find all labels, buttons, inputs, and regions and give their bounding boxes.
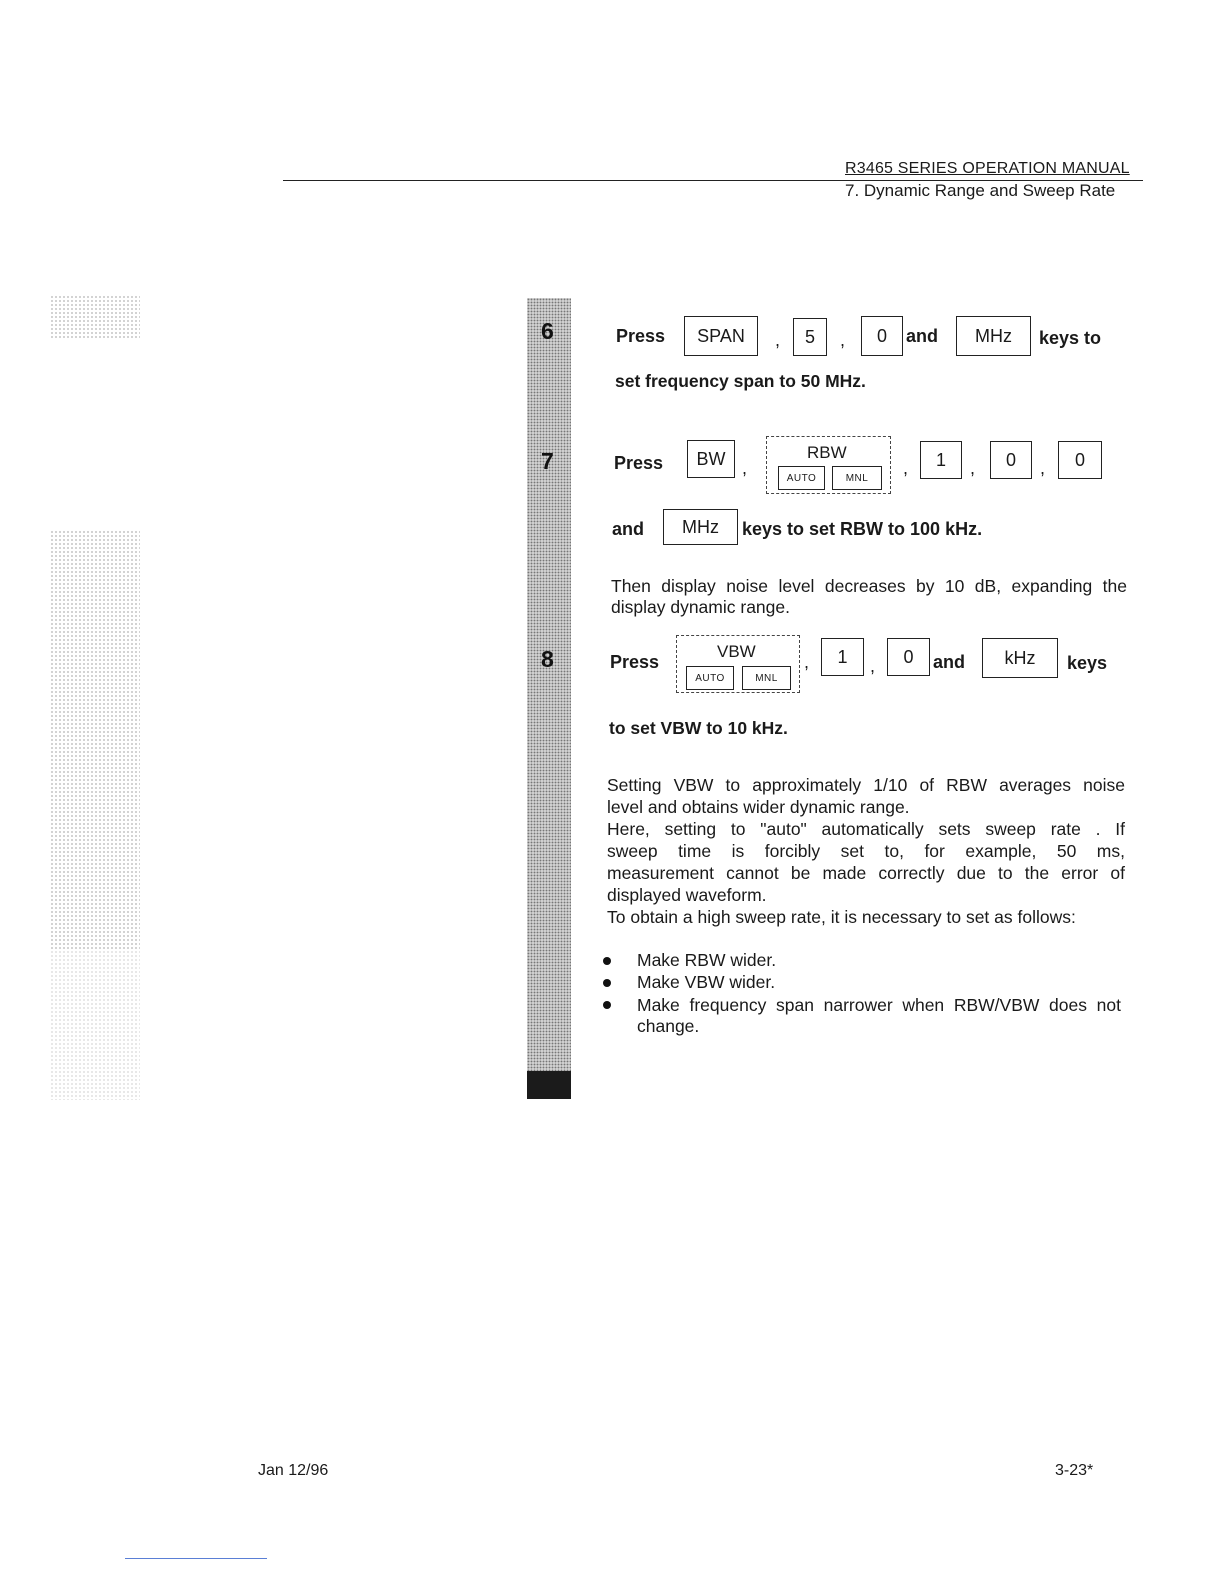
step7-press-label: Press bbox=[614, 453, 664, 473]
separator: , bbox=[742, 458, 748, 478]
separator: , bbox=[840, 330, 846, 350]
span-key: SPAN bbox=[684, 316, 758, 356]
scan-edge-middle bbox=[50, 530, 140, 950]
separator: , bbox=[775, 330, 781, 350]
separator: , bbox=[870, 656, 876, 676]
manual-title: R3465 SERIES OPERATION MANUAL bbox=[845, 160, 1130, 177]
mhz-key: MHz bbox=[663, 509, 738, 545]
step6-keys-to: keys to bbox=[1039, 328, 1102, 348]
digit-1-key: 1 bbox=[821, 638, 864, 676]
and-label: and bbox=[906, 326, 939, 346]
footer-date: Jan 12/96 bbox=[258, 1462, 329, 1479]
bullet-item: Make frequency span narrower when RBW/VBW does not bbox=[637, 995, 1121, 1015]
body-line: sweep time is forcibly set to, for example, 50 ms, bbox=[607, 841, 1125, 861]
step6-press-label: Press bbox=[616, 326, 666, 346]
step8-press-label: Press bbox=[610, 652, 660, 672]
body-line: To obtain a high sweep rate, it is necessary to set as follows: bbox=[607, 907, 1076, 927]
vbw-mnl-softkey: MNL bbox=[742, 666, 791, 690]
section-title: 7. Dynamic Range and Sweep Rate bbox=[845, 181, 1116, 200]
scan-edge-lower bbox=[50, 950, 140, 1100]
digit-1-key: 1 bbox=[920, 441, 962, 479]
vbw-softkey-title: VBW bbox=[717, 642, 756, 661]
bullet-item: Make VBW wider. bbox=[637, 972, 776, 992]
body-line: Here, setting to "auto" automatically sets sweep rate . If bbox=[607, 819, 1125, 839]
digit-5-key: 5 bbox=[793, 318, 827, 356]
step8-keys-label: keys bbox=[1067, 653, 1108, 673]
separator: , bbox=[903, 458, 909, 478]
digit-0-key: 0 bbox=[887, 638, 930, 676]
digit-0-key: 0 bbox=[1058, 441, 1102, 479]
step6-description: set frequency span to 50 MHz. bbox=[615, 371, 866, 391]
step-number-8: 8 bbox=[541, 646, 554, 672]
separator: , bbox=[804, 652, 810, 672]
step-number-6: 6 bbox=[541, 318, 554, 344]
digit-0-key: 0 bbox=[990, 441, 1032, 479]
bullet-dot bbox=[603, 957, 611, 965]
step-number-7: 7 bbox=[541, 448, 554, 474]
and-label: and bbox=[612, 519, 645, 539]
separator: , bbox=[970, 458, 976, 478]
body-line: Setting VBW to approximately 1/10 of RBW averages noise bbox=[607, 775, 1125, 795]
bullet-item: Make RBW wider. bbox=[637, 950, 777, 970]
step-bar bbox=[527, 298, 571, 1073]
bullet-dot bbox=[603, 979, 611, 987]
vbw-auto-softkey: AUTO bbox=[686, 666, 734, 690]
page-number: 3-23* bbox=[1055, 1462, 1094, 1479]
body-line: level and obtains wider dynamic range. bbox=[607, 797, 910, 817]
step7-description: keys to set RBW to 100 kHz. bbox=[742, 519, 983, 539]
rbw-auto-softkey: AUTO bbox=[778, 466, 825, 490]
bullet-dot bbox=[603, 1001, 611, 1009]
bullet-item-continuation: change. bbox=[637, 1016, 700, 1036]
khz-key: kHz bbox=[982, 638, 1058, 678]
rbw-softkey-title: RBW bbox=[807, 443, 847, 462]
digit-0-key: 0 bbox=[861, 316, 903, 356]
step7-note-line1: Then display noise level decreases by 10 dB, expanding the bbox=[611, 576, 1127, 596]
bottom-rule bbox=[125, 1558, 267, 1559]
body-line: measurement cannot be made correctly due to the error of bbox=[607, 863, 1125, 883]
body-line: displayed waveform. bbox=[607, 885, 767, 905]
step-bar-end-marker bbox=[527, 1071, 571, 1099]
step8-description: to set VBW to 10 kHz. bbox=[609, 718, 788, 738]
bw-key: BW bbox=[687, 440, 735, 478]
scan-edge-top bbox=[50, 295, 140, 340]
step7-note-line2: display dynamic range. bbox=[611, 597, 790, 617]
separator: , bbox=[1040, 458, 1046, 478]
and-label: and bbox=[933, 652, 966, 672]
mhz-key: MHz bbox=[956, 316, 1031, 356]
rbw-mnl-softkey: MNL bbox=[832, 466, 882, 490]
